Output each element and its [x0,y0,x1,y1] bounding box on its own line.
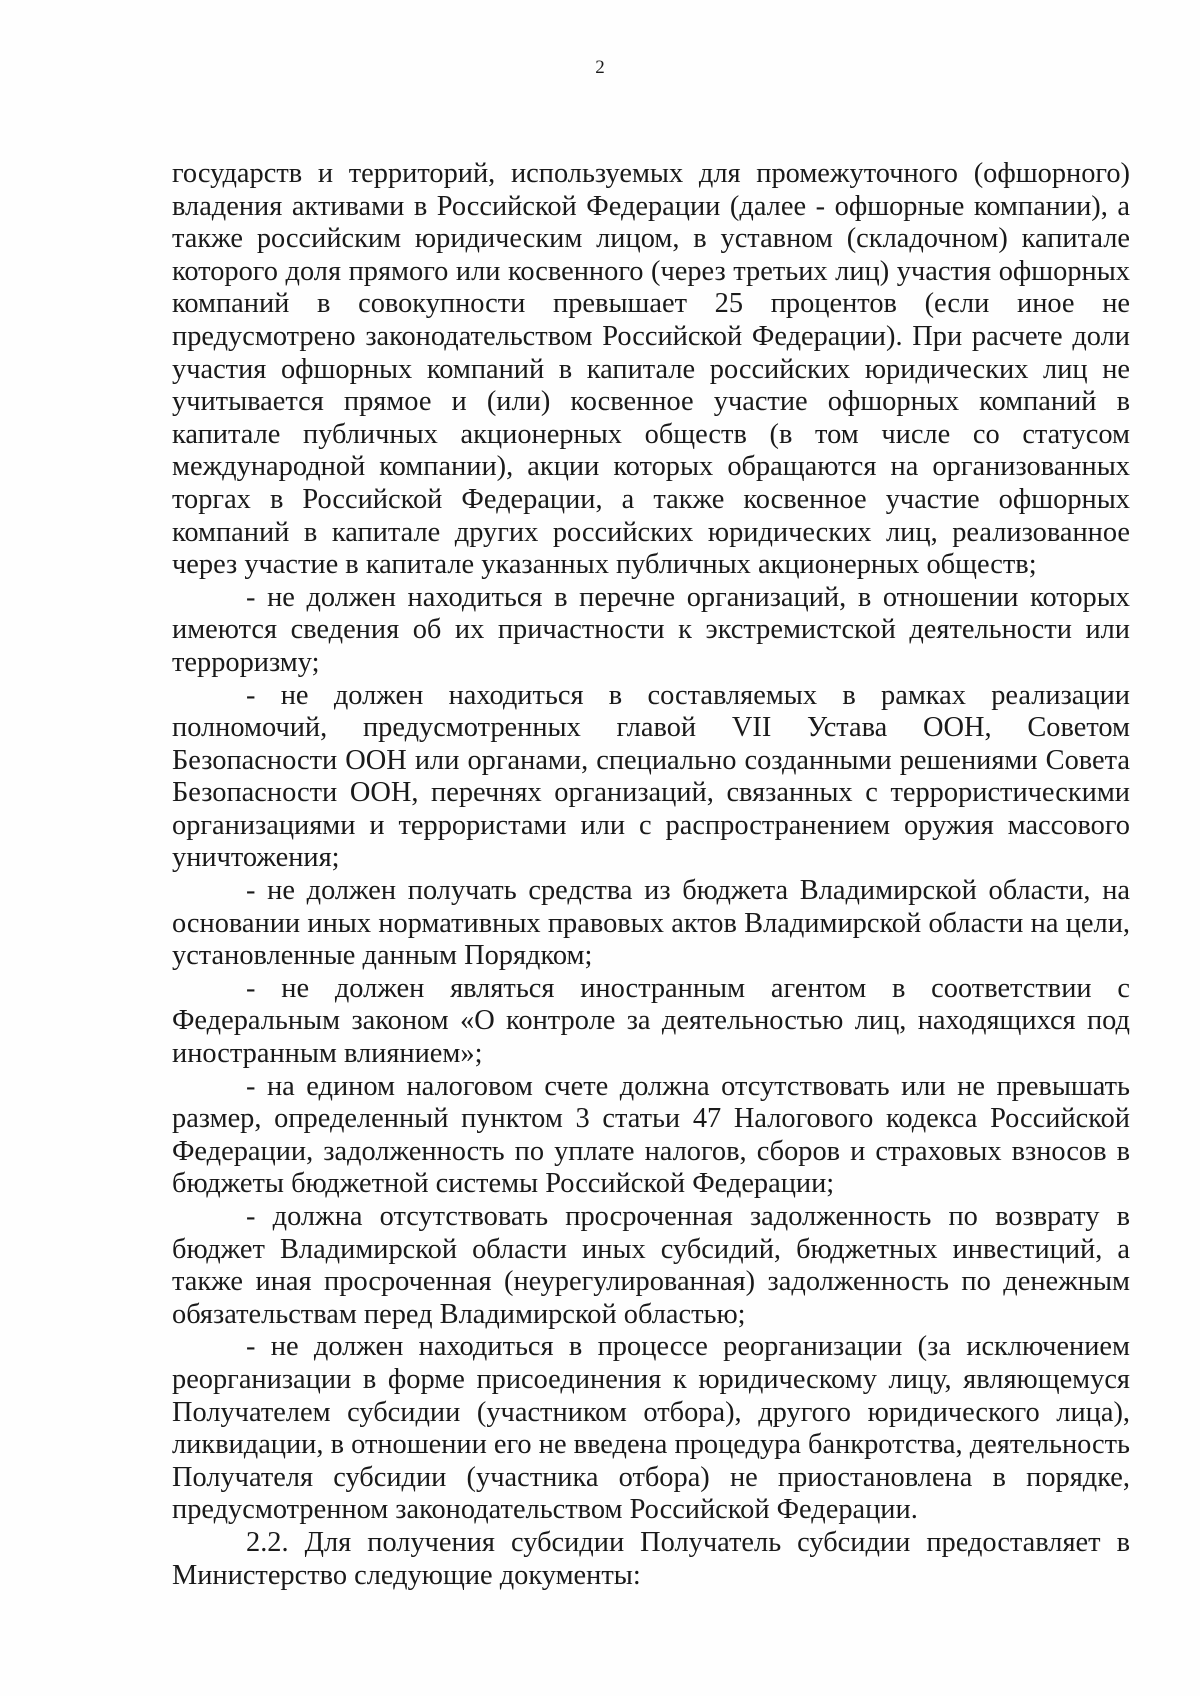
paragraph-tax-debt: - на едином налоговом счете должна отсутствовать или не превышать размер, определенный пунктом 3 статьи 47 Налогового кодекса Российской Федерации, задолженность по уплате налогов, сборов и страховых взносов в бюджеты бюджетной системы Российской Федерации; [172,1070,1130,1200]
paragraph-un-security-council-lists: - не должен находиться в составляемых в рамках реализации полномочий, предусмотренных главой VII Устава ООН, Советом Безопасности ООН или органами, специально созданными решениями Совета Безопасности ООН, перечнях организаций, связанных с террористическими организациями и террористами или с распространением оружия массового уничтожения; [172,679,1130,874]
paragraph-overdue-debt: - должна отсутствовать просроченная задолженность по возврату в бюджет Владимирской области иных субсидий, бюджетных инвестиций, а также иная просроченная (неурегулированная) задолженность по денежным обязательствам перед Владимирской областью; [172,1201,1130,1330]
paragraph-extremism-list: - не должен находиться в перечне организаций, в отношении которых имеются сведения об их причастности к экстремистской деятельности или терроризму; [172,581,1130,678]
document-body [172,158,1130,1592]
paragraph-section-2-2: 2.2. Для получения субсидии Получатель субсидии предоставляет в Министерство следующие документы: [172,1526,1130,1591]
paragraph-reorganization: - не должен находиться в процессе реорганизации (за исключением реорганизации в форме присоединения к юридическому лицу, являющемуся Получателем субсидии (участником отбора), другого юридического лица), ликвидации, в отношении его не введена процедура банкротства, деятельность Получателя субсидии (участника отбора) не приостановлена в порядке, предусмотренном законодательством Российской Федерации. [172,1331,1130,1526]
paragraph-other-budget-funds: - не должен получать средства из бюджета Владимирской области, на основании иных нормативных правовых актов Владимирской области на цели, установленные данным Порядком; [172,875,1130,972]
page-number: 2 [595,57,605,78]
paragraph-foreign-agent: - не должен являться иностранным агентом в соответствии с Федеральным законом «О контроле за деятельностью лиц, находящихся под иностранным влиянием»; [172,972,1130,1070]
paragraph-offshore-continuation: государств и территорий, используемых для промежуточного (офшорного) владения активами в Российской Федерации (далее - офшорные компании), а также российским юридическим лицом, в уставном (складочном) капитале которого доля прямого или косвенного (через третьих лиц) участия офшорных компаний в совокупности превышает 25 процентов (если иное не предусмотрено законодательством Российской Федерации). При расчете доли участия офшорных компаний в капитале российских юридических лиц не учитывается прямое и (или) косвенное участие офшорных компаний в капитале публичных акционерных обществ (в том числе со статусом международной компании), акции которых обращаются на организованных торгах в Российской Федерации, а также косвенное участие офшорных компаний в капитале других российских юридических лиц, реализованное через участие в капитале указанных публичных акционерных обществ; [172,158,1130,581]
